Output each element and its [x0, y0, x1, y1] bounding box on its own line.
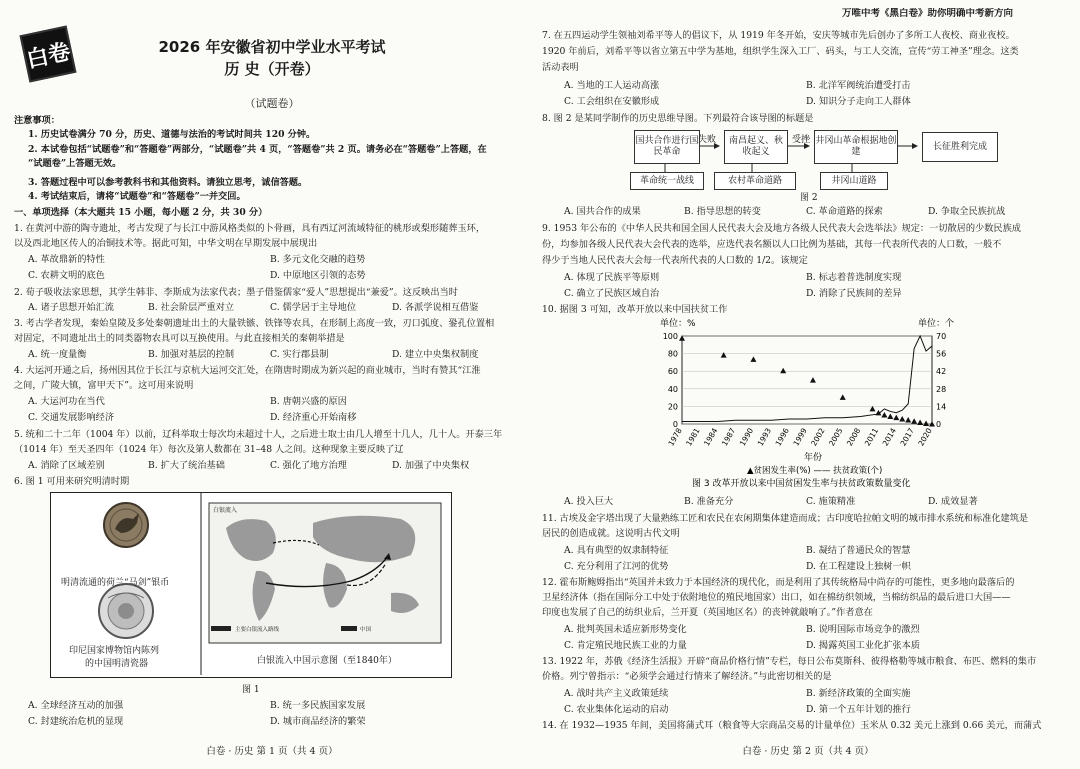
option-d[interactable]: D. 揭露英国工业化扩张本质: [806, 640, 920, 651]
x-tick-label: 1999: [791, 426, 809, 448]
option-d[interactable]: D. 第一个五年计划的推行: [806, 704, 911, 715]
option-a[interactable]: A. 战时共产主义政策延续: [564, 688, 669, 699]
question-text: （1014 年）至天圣四年（1024 年）每次及第人数都在 31–48 人之间。这种现象主要反映了辽: [14, 444, 404, 455]
option-c[interactable]: C. 儒学居于主导地位: [270, 302, 357, 313]
poverty-rate-point: [887, 414, 893, 420]
question-text: 8. 图 2 是某同学制作的历史思维导图。下列最符合该导图的标题是: [542, 113, 814, 124]
flow-sub-1: 革命统一战线: [630, 172, 704, 190]
flow-box-3: 井冈山革命根据地创建: [814, 130, 898, 164]
chart-legend: ▲贫困发生率(%) —— 扶贫政策(个): [747, 466, 883, 476]
section-heading: 一、单项选择（本大题共 15 小题，每小题 2 分，共 30 分）: [14, 207, 268, 218]
poverty-rate-point: [899, 416, 905, 422]
option-b[interactable]: B. 标志着普选制度实现: [806, 272, 902, 283]
left-tick-label: 100: [662, 332, 678, 341]
x-tick-label: 1984: [702, 426, 720, 448]
poverty-rate-point: [869, 406, 875, 412]
page-footer: 白卷 · 历史 第 1 页（共 4 页）: [206, 746, 338, 757]
option-d[interactable]: D. 建立中央集权制度: [392, 349, 479, 360]
poverty-rate-point: [923, 420, 929, 426]
page-1: [6, 0, 538, 769]
question-text: 印度也发展了自己的纺织业后，兰开夏（英国地区名）的丧钟就敲响了。”作者意在: [542, 607, 873, 618]
option-b[interactable]: B. 新经济政策的全面实施: [806, 688, 911, 699]
question-text: 11. 古埃及金字塔出现了大量熟练工匠和农民在农闲期集体建造而成；古印度哈拉帕文明的城市排水系统和标准化建筑是: [542, 513, 1029, 524]
question-text: 居民的创造成就。这说明古代文明: [542, 528, 680, 539]
map-legend-route: 主要白银流入路线: [235, 627, 280, 633]
coin-caption: 明清流通的荷兰“马剑”银币: [61, 578, 170, 588]
silver-flow-map: [209, 503, 441, 643]
figure-3-chart: [542, 316, 1074, 492]
policy-series-line: [682, 336, 932, 421]
option-c[interactable]: C. 实行郡县制: [270, 349, 329, 360]
option-c[interactable]: C. 革命道路的探索: [806, 206, 883, 217]
porcelain-plate-image: [99, 584, 153, 638]
x-tick-label: 1987: [719, 426, 738, 448]
map-legend-china: 中国: [360, 627, 372, 633]
plot-frame: [682, 336, 932, 424]
subject-title: 历 史（开卷）: [224, 60, 320, 78]
chart-title: 图 3 改革开放以来中国贫困发生率与扶贫政策数量变化: [692, 479, 911, 489]
x-tick-label: 1981: [684, 426, 702, 448]
poverty-rate-point: [750, 356, 756, 362]
question-text: 2. 荀子吸收法家思想，其学生韩非、李斯成为法家代表；墨子借鉴儒家“爱人”思想提出“兼爱”。这反映出当时: [14, 287, 458, 298]
question-text: 1920 年前后，刘希平等以省立第五中学为基地，组织学生深入工厂、码头，与工人交流，宣传“劳工神圣”理念。这类: [542, 46, 1019, 57]
right-tick-label: 70: [936, 332, 947, 341]
notice-line: 2. 本试卷包括“试题卷”和“答题卷”两部分，“试题卷”共 4 页，“答题卷”共 2 页。请务必在“答题卷”上答题，在: [28, 144, 487, 155]
x-tick-label: 2014: [880, 426, 899, 448]
left-unit-label: 单位：%: [660, 319, 696, 329]
flow-box-1: 国共合作进行国民革命: [634, 130, 700, 164]
x-tick-label: 2005: [827, 426, 845, 448]
x-tick-label: 2002: [809, 426, 827, 448]
exam-title: 2026 年安徽省初中学业水平考试: [158, 38, 386, 56]
option-b[interactable]: B. 统一多民族国家发展: [270, 700, 366, 711]
option-a[interactable]: A. 消除了区域差别: [28, 460, 105, 471]
map-caption: 白银流入中国示意图（至1840年）: [257, 656, 397, 666]
question-text: 14. 在 1932—1935 年间，美国将蒲式耳（粮食等大宗商品交易的计量单位）玉米从 0.32 美元上涨到 0.66 美元，而蒲式: [542, 720, 1042, 731]
option-d[interactable]: D. 各派学说相互借鉴: [392, 302, 479, 313]
poverty-rate-point: [893, 415, 899, 421]
question-text: 13. 1922 年，苏俄《经济生活报》开辟“商品价格行情”专栏，每日公布莫斯科、彼得格勒等城市粮食、布匹、燃料的集市: [542, 656, 1037, 667]
x-tick-label: 2020: [916, 426, 934, 448]
option-c[interactable]: C. 工会组织在安徽形成: [564, 96, 660, 107]
right-unit-label: 单位：个: [918, 319, 955, 329]
paper-type: （试题卷）: [244, 97, 300, 110]
right-tick-label: 56: [936, 349, 947, 359]
option-d[interactable]: D. 争取全民族抗战: [928, 206, 1006, 217]
x-tick-label: 2008: [844, 426, 863, 448]
horse-coin-image: [104, 503, 148, 547]
map-tag: 白银流入: [213, 507, 238, 514]
option-a[interactable]: A. 统一度量衡: [28, 349, 87, 360]
option-d[interactable]: D. 成效显著: [928, 496, 978, 507]
option-c[interactable]: C. 施策精准: [806, 496, 856, 507]
option-c[interactable]: C. 交通发展影响经济: [28, 412, 115, 423]
option-a[interactable]: A. 大运河功在当代: [28, 396, 105, 407]
option-b[interactable]: B. 凝结了普通民众的智慧: [806, 545, 911, 556]
figure-1: [50, 492, 452, 678]
flow-label-setback: 受挫: [792, 135, 811, 145]
option-a[interactable]: A. 体现了民族平等原则: [564, 272, 660, 283]
page-footer: 白卷 · 历史 第 2 页（共 4 页）: [742, 746, 874, 757]
question-text: 之间，广陵大镇，富甲天下”。这可用来说明: [14, 380, 194, 391]
poverty-rate-point: [881, 412, 887, 418]
poverty-rate-point: [917, 420, 923, 426]
option-b[interactable]: B. 多元文化交融的趋势: [270, 254, 366, 265]
poverty-rate-point: [905, 417, 911, 423]
x-tick-label: 1990: [737, 426, 756, 448]
option-b[interactable]: B. 唐朝兴盛的原因: [270, 396, 347, 407]
x-axis-label: 年份: [804, 453, 823, 463]
option-c[interactable]: C. 封建统治危机的显现: [28, 716, 124, 727]
option-d[interactable]: D. 城市商品经济的繁荣: [270, 716, 366, 727]
figure-1-label: 图 1: [242, 685, 260, 695]
question-text: 6. 图 1 可用来研究明清时期: [14, 476, 130, 487]
question-text: 7. 在五四运动学生领袖刘希平等人的倡议下，从 1919 年冬开始，安庆等城市先后创办了多所工人夜校、商业夜校。: [542, 30, 1015, 41]
option-a[interactable]: A. 诸子思想开始汇流: [28, 302, 114, 313]
porcelain-caption-2: 的中国明清瓷器: [85, 659, 149, 669]
option-b[interactable]: B. 指导思想的转变: [684, 206, 761, 217]
question-text: 4. 大运河开通之后，扬州因其位于长江与京杭大运河交汇处，在隋唐时期成为新兴起的商业城市，当时有赞其“江淮: [14, 365, 481, 376]
left-tick-label: 60: [667, 367, 678, 377]
option-a[interactable]: A. 革故鼎新的特性: [28, 254, 105, 265]
right-tick-label: 42: [936, 367, 947, 377]
stamp-logo: 白卷: [20, 26, 77, 83]
left-tick-label: 20: [667, 402, 678, 412]
option-d[interactable]: D. 经济重心开始南移: [270, 412, 357, 423]
option-b[interactable]: B. 准备充分: [684, 496, 734, 507]
left-tick-label: 80: [667, 349, 678, 359]
right-tick-label: 14: [936, 402, 947, 412]
poverty-rate-point: [840, 394, 846, 400]
option-d[interactable]: D. 中原地区引领的态势: [270, 270, 366, 281]
question-text: 卫星经济体（指在国际分工中处于依附地位的殖民地国家）出口，如在棉纺织领域，当棉纺织品的最后进口大国——: [542, 592, 1011, 603]
right-tick-label: 28: [936, 384, 947, 394]
option-b[interactable]: B. 社会阶层严重对立: [148, 302, 235, 313]
poverty-rate-point: [810, 377, 816, 383]
option-b[interactable]: B. 北洋军阀统治遭受打击: [806, 80, 911, 91]
option-d[interactable]: D. 消除了民族间的差异: [806, 288, 902, 299]
option-a[interactable]: A. 投入巨大: [564, 496, 614, 507]
flow-sub-3: 井冈山道路: [820, 172, 888, 190]
x-tick-label: 2011: [862, 426, 881, 448]
figure-2-label: 图 2: [800, 193, 818, 203]
option-c[interactable]: C. 确立了民族区域自治: [564, 288, 660, 299]
question-text: 3. 考古学者发现，秦始皇陵及多处秦朝遗址出土的大量铁镞、铁锋等农具，在形制上高度一致，刃口弧度、銎孔位置相: [14, 318, 495, 329]
x-tick-label: 2017: [898, 426, 916, 448]
option-d[interactable]: D. 加强了中央集权: [392, 460, 470, 471]
option-c[interactable]: C. 农耕文明的底色: [28, 270, 105, 281]
notice-line: 3. 答题过程中可以参考教科书和其他资料。请独立思考，诚信答题。: [28, 177, 308, 188]
poverty-rate-point: [911, 418, 917, 424]
question-text: 12. 霍布斯鲍姆指出“英国并未致力于本国经济的现代化，而是利用了其传统格局中尚存的可能性，更多地向最落后的: [542, 577, 1015, 588]
notice-line: “试题卷”上答题无效。: [28, 158, 122, 169]
option-d[interactable]: D. 在工程建设上独树一帜: [806, 561, 911, 572]
question-text: 以及西北地区传人的冶铜技术等。据此可知，中华文明在早期发展中展现出: [14, 238, 318, 249]
left-tick-label: 0: [672, 420, 678, 429]
x-tick-label: 1978: [666, 426, 684, 448]
option-c[interactable]: C. 充分利用了江河的优势: [564, 561, 669, 572]
flow-label-failure: 失败: [698, 135, 717, 145]
poverty-rate-point: [721, 352, 727, 358]
right-tick-label: 0: [936, 420, 942, 429]
option-d[interactable]: D. 知识分子走向工人群体: [806, 96, 911, 107]
option-c[interactable]: C. 农业集体化运动的启动: [564, 704, 669, 715]
question-text: 份，均参加各级人民代表大会代表的选举，应选代表名额以人口比例为基础，其每一代表所代表的人口数，一般不: [542, 239, 1002, 250]
option-a[interactable]: A. 批判英国未适应新形势变化: [564, 624, 687, 635]
question-text: 5. 统和二十二年（1004 年）以前，辽科举取士每次均未超过十人，之后进士取士由几人增至十几人，几十人。开泰三年: [14, 429, 503, 440]
question-text: 得少于当地人民代表大会每一代表所代表的人口数的 1/2。该规定: [542, 255, 808, 266]
option-a[interactable]: A. 具有典型的奴隶制特征: [564, 545, 669, 556]
header-slogan: 万唯中考《黑白卷》助你明确中考新方向: [842, 8, 1014, 19]
question-text: 9. 1953 年公布的《中华人民共和国全国人民代表大会及地方各级人民代表大会选举法》规定：一切散居的少数民族成: [542, 223, 1021, 234]
notice-line: 1. 历史试卷满分 70 分，历史、道德与法治的考试时间共 120 分钟。: [28, 129, 316, 140]
option-c[interactable]: C. 肯定殖民地民族工业的力量: [564, 640, 687, 651]
option-a[interactable]: A. 国共合作的成果: [564, 206, 641, 217]
question-text: 对固定，不同遗址出土的同类器物农具可以互换使用。与此直接相关的秦朝举措是: [14, 333, 345, 344]
porcelain-caption: 印尼国家博物馆内陈列: [69, 646, 160, 656]
question-text: 价格。列宁曾指示：“必须学会通过行情来了解经济。”与此密切相关的是: [542, 671, 832, 682]
option-a[interactable]: A. 当地的工人运动高涨: [564, 80, 660, 91]
question-text: 1. 在黄河中游的陶寺遗址，考古发现了与长江中游风格类似的卜骨画，具有西辽河流域特征的桃形或梨形随葬玉环，: [14, 223, 486, 234]
option-b[interactable]: B. 说明国际市场竞争的激烈: [806, 624, 920, 635]
flow-sub-2: 农村革命道路: [714, 172, 796, 190]
option-c[interactable]: C. 强化了地方治理: [270, 460, 347, 471]
question-text: 10. 据图 3 可知，改革开放以来中国扶贫工作: [542, 304, 728, 315]
flow-box-2: 南昌起义、秋收起义: [724, 130, 788, 164]
left-tick-label: 40: [667, 384, 678, 394]
x-tick-label: 1996: [773, 426, 791, 448]
option-b[interactable]: B. 加强对基层的控制: [148, 349, 235, 360]
option-b[interactable]: B. 扩大了统治基础: [148, 460, 225, 471]
option-a[interactable]: A. 全球经济互动的加强: [28, 700, 124, 711]
poverty-rate-point: [780, 368, 786, 374]
flow-box-4: 长征胜利完成: [922, 132, 998, 162]
page-2: [542, 0, 1074, 769]
question-text: 活动表明: [542, 62, 579, 73]
x-tick-label: 1993: [755, 426, 774, 448]
notice-title: 注意事项：: [14, 115, 60, 126]
notice-line: 4. 考试结束后，请将“试题卷”和“答题卷”一并交回。: [28, 191, 246, 202]
